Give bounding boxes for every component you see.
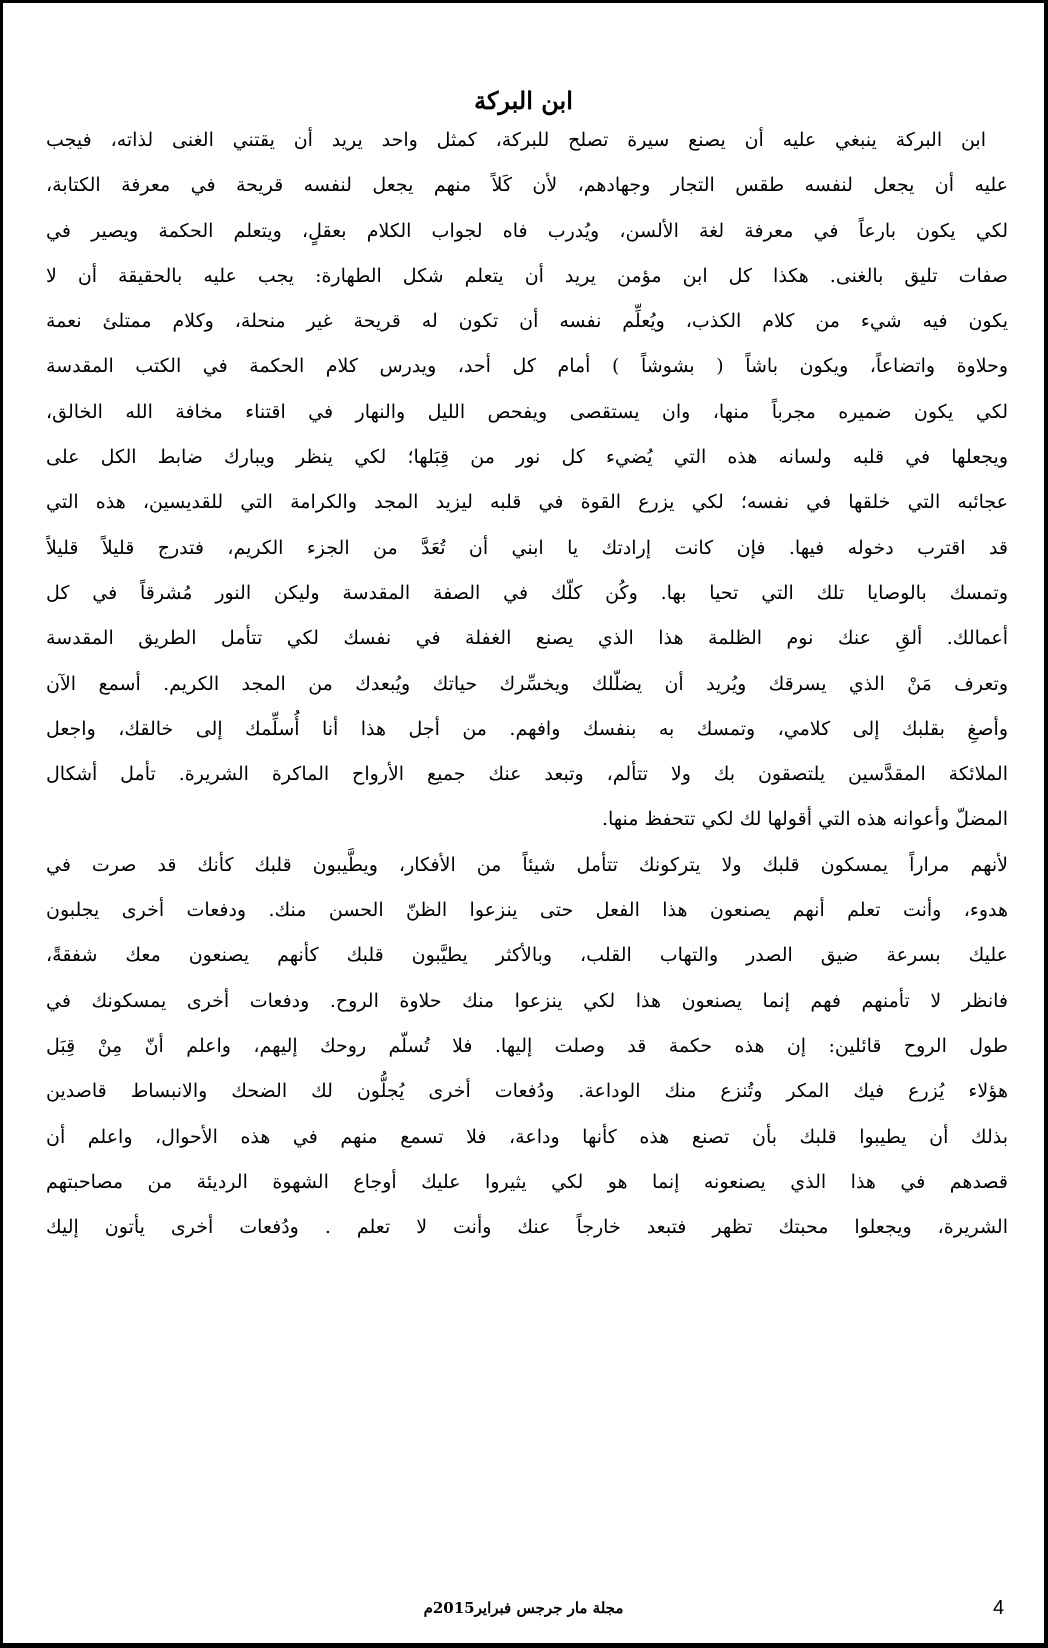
- footer-publication: مجلة مار جرجس فبراير2015م: [423, 1599, 624, 1617]
- text-line: ابن البركة ينبغي عليه أن يصنع سيرة تصلح للبركة، كمثل واحد يريد أن يقتني الغنى لذاته، فيجب: [46, 129, 986, 151]
- text-line: لأنهم مراراً يمسكون قلبك ولا يتركونك تتأمل شيئاً من الأفكار، ويطَّيبون قلبك كأنك قد صرت في: [46, 853, 1008, 876]
- text-line: وحلاوة واتضاعاً، ويكون باشاً ( بشوشاً ) أمام كل أحد، ويدرس كلام الحكمة في الكتب المقدسة: [46, 355, 1008, 378]
- text-line: بذلك أن يطيبوا قلبك بأن تصنع هذه كأنها وداعة، فلا تسمع منهم في هذه الأحوال، واعلم أن: [46, 1125, 1008, 1148]
- text-line: يكون فيه شيء من كلام الكذب، ويُعلِّم نفسه أن تكون له قريحة غير منحلة، وكلام ممتلئ نعمة: [46, 310, 1008, 333]
- text-line: لكي يكون بارعاً في معرفة لغة الألسن، ويُدرب فاه لجواب الكلام بعقلٍ، ويتعلم الحكمة ويصير في: [46, 219, 1008, 242]
- article-body: [46, 118, 1008, 1250]
- text-line: فانظر لا تأمنهم فهم إنما يصنعون هذا لكي ينزعوا منك حلاوة الروح. ودفعات أخرى يمسكونك في: [46, 989, 1008, 1012]
- text-line: عليك بسرعة ضيق الصدر والتهاب القلب، وبالأكثر يطيَّبون قلبك كأنهم يصنعون معك شفقةً،: [46, 944, 1008, 967]
- text-line: لكي يكون ضميره مجرباً منها، وان يستقصى ويفحص الليل والنهار في اقتناء مخافة الله الخالق،: [46, 400, 1008, 423]
- text-line: طول الروح قائلين: إن هذه حكمة قد وصلت إليها. فلا تُسلّم روحك إليهم، واعلم أنّ مِنْ قِبَل: [46, 1034, 1008, 1057]
- text-line: قصدهم في هذا الذي يصنعونه إنما هو لكي يثيروا عليك أوجاع الشهوة الرديئة من مصاحبتهم: [46, 1170, 1008, 1193]
- text-line: قد اقترب دخوله فيها. فإن كانت إرادتك يا ابني أن تُعَدَّ من الجزء الكريم، فتدرج قليلاً قليلاً: [46, 536, 1008, 559]
- text-line: الشريرة، ويجعلوا محبتك تظهر فتبعد خارجاً عنك وأنت لا تعلم . ودُفعات أخرى يأتون إليك: [46, 1216, 1008, 1239]
- paragraph-1: [46, 118, 1008, 843]
- text-line: ويجعلها في قلبه ولسانه هذه التي يُضيء كل نور من قِبَلها؛ لكي ينظر ويبارك ضابط الكل على: [46, 446, 1008, 469]
- text-line: عجائبه التي خلقها في نفسه؛ لكي يزرع القوة في قلبه ليزيد المجد والكرامة التي للقديسين، هذه التي: [46, 491, 1008, 514]
- text-line: أعمالك. ألقِ عنك نوم الظلمة هذا الذي يصنع الغفلة في نفسك لكي تتأمل الطريق المقدسة: [46, 627, 1008, 650]
- text-line: عليه أن يجعل لنفسه طقس التجار وجهادهم، لأن كَلاً منهم يجعل لنفسه قريحة في معرفة الكتابة،: [46, 174, 1008, 197]
- text-line: هدوء، وأنت تعلم أنهم يصنعون هذا الفعل حتى ينزعوا الظنّ الحسن منك. ودفعات أخرى يجلبون: [46, 899, 1008, 922]
- page-title: ابن البركة: [474, 86, 573, 116]
- text-line: صفات تليق بالغنى. هكذا كل ابن مؤمن يريد أن يتعلم شكل الطهارة: يجب عليه بالحقيقة أن لا: [46, 264, 1008, 287]
- text-line: المضلّ وأعوانه هذه التي أقولها لك لكي تتحفظ منها.: [601, 808, 1008, 831]
- text-line: وتعرف مَنْ الذي يسرقك ويُريد أن يضلّلك ويخسِّرك حياتك ويُبعدك من المجد الكريم. أسمع الآن: [46, 672, 1008, 695]
- page-number: 4: [993, 1597, 1005, 1619]
- text-line: الملائكة المقدَّسين يلتصقون بك ولا تتألم، وتبعد عنك جميع الأرواح الماكرة الشريرة. تأمل أشكال: [46, 763, 1008, 786]
- text-line: هؤلاء يُزرع فيك المكر وتُنزع منك الوداعة. ودُفعات أخرى يُجلُّون لك الضحك والانبساط قاصدين: [46, 1080, 1008, 1103]
- text-line: وتمسك بالوصايا تلك التي تحيا بها. وكُن كلّك في الصفة المقدسة وليكن النور مُشرقاً في كل: [46, 581, 1008, 604]
- text-line: وأصغِ بقلبك إلى كلامي، وتمسك به بنفسك وافهم. من أجل هذا أنا أُسلِّمك إلى خالقك، واجعل: [46, 717, 1008, 740]
- paragraph-2: [46, 843, 1008, 1251]
